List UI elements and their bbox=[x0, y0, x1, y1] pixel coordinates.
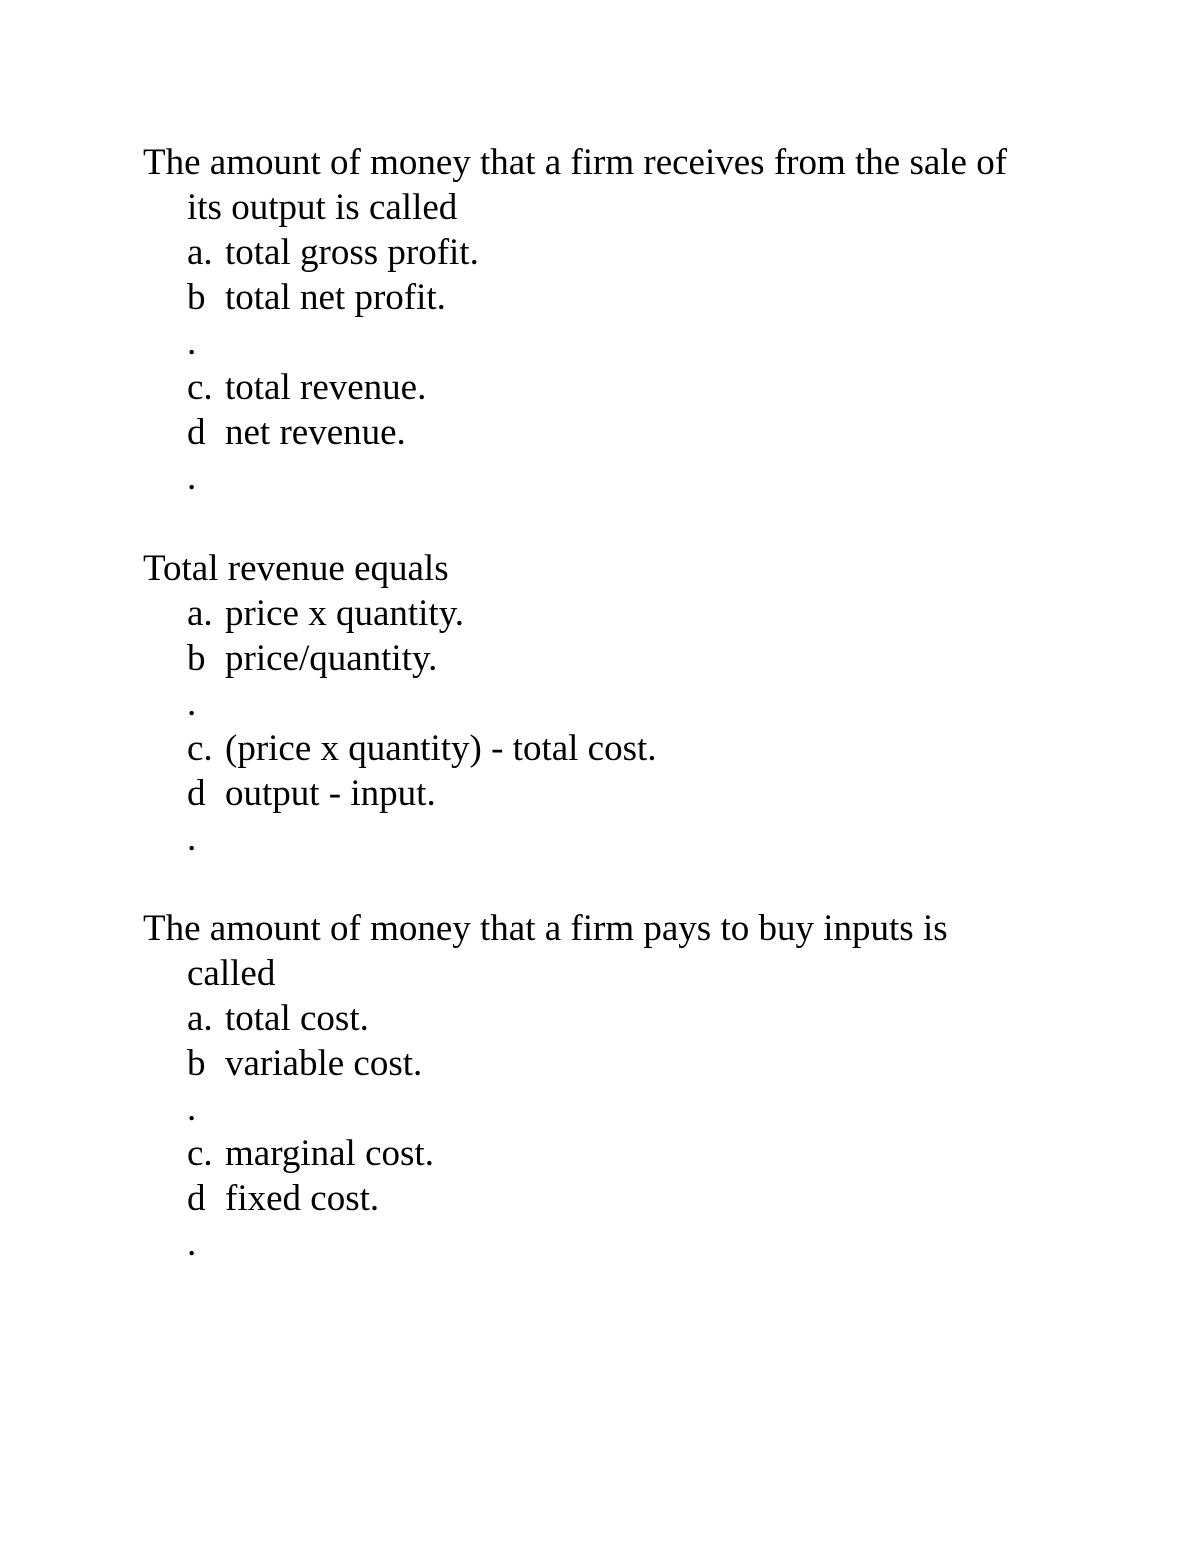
option-letter: b bbox=[187, 1043, 206, 1084]
stray-dot: . bbox=[187, 818, 197, 859]
option-c bbox=[143, 365, 1103, 410]
option-letter: d bbox=[187, 773, 206, 814]
question-2 bbox=[143, 546, 1103, 861]
option-a bbox=[143, 230, 1103, 275]
option-text: total net profit. bbox=[225, 277, 446, 318]
stray-dot: . bbox=[187, 1223, 197, 1264]
option-letter: a. bbox=[187, 998, 213, 1039]
stray-dot: . bbox=[187, 457, 197, 498]
option-text: fixed cost. bbox=[225, 1178, 380, 1219]
option-letter: b bbox=[187, 277, 206, 318]
option-letter: c. bbox=[187, 728, 213, 769]
option-text: total gross profit. bbox=[225, 232, 479, 273]
stray-dot: . bbox=[187, 1088, 197, 1129]
option-letter: d bbox=[187, 1178, 206, 1219]
question-stem: The amount of money that a firm pays to buy inputs is bbox=[143, 908, 948, 949]
option-a bbox=[143, 996, 1103, 1041]
option-text: marginal cost. bbox=[225, 1133, 434, 1174]
option-letter: b bbox=[187, 638, 206, 679]
option-text: output - input. bbox=[225, 773, 436, 814]
question-stem: Total revenue equals bbox=[143, 548, 449, 589]
option-letter: c. bbox=[187, 367, 213, 408]
option-c bbox=[143, 1131, 1103, 1176]
option-letter: a. bbox=[187, 593, 213, 634]
option-text: total revenue. bbox=[225, 367, 427, 408]
question-stem-continued: its output is called bbox=[187, 187, 458, 228]
option-b bbox=[143, 275, 1103, 320]
option-letter: a. bbox=[187, 232, 213, 273]
option-d bbox=[143, 771, 1103, 816]
stray-dot: . bbox=[187, 322, 197, 363]
option-b bbox=[143, 636, 1103, 681]
stray-dot: . bbox=[187, 683, 197, 724]
option-b bbox=[143, 1041, 1103, 1086]
option-text: variable cost. bbox=[225, 1043, 423, 1084]
option-text: net revenue. bbox=[225, 412, 406, 453]
option-letter: c. bbox=[187, 1133, 213, 1174]
option-text: (price x quantity) - total cost. bbox=[225, 728, 657, 769]
option-text: price x quantity. bbox=[225, 593, 465, 634]
option-d bbox=[143, 410, 1103, 455]
question-stem-continued: called bbox=[187, 953, 276, 994]
option-a bbox=[143, 591, 1103, 636]
option-text: price/quantity. bbox=[225, 638, 438, 679]
option-text: total cost. bbox=[225, 998, 369, 1039]
option-d bbox=[143, 1176, 1103, 1221]
question-stem: The amount of money that a firm receives from the sale of bbox=[143, 142, 1008, 183]
question-3 bbox=[143, 906, 1103, 1266]
option-c bbox=[143, 726, 1103, 771]
option-letter: d bbox=[187, 412, 206, 453]
question-1 bbox=[143, 140, 1103, 500]
